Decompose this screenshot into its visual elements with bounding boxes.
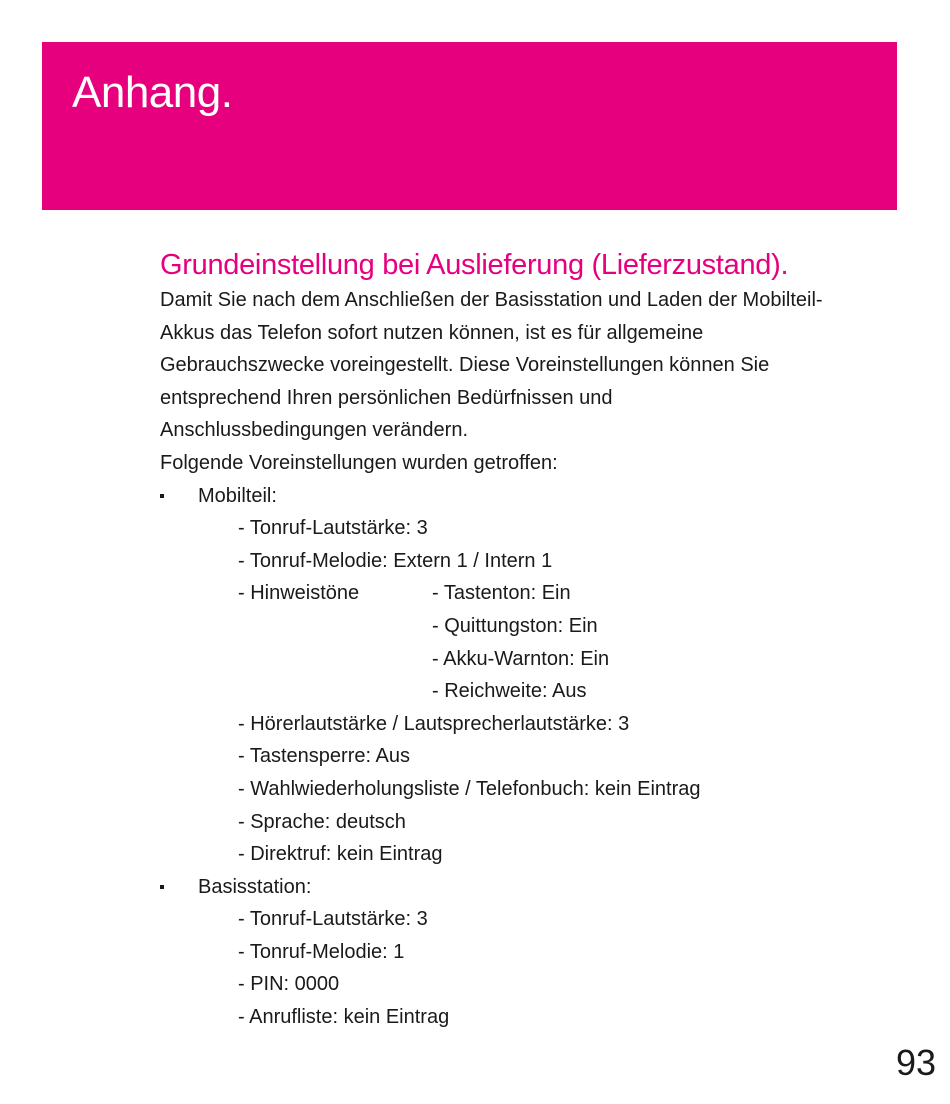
list-item: - Tonruf-Lautstärke: 3: [238, 908, 428, 931]
list-item: - Tonruf-Melodie: 1: [238, 940, 405, 963]
list-item: - Tonruf-Lautstärke: 3: [238, 517, 428, 540]
bullet-mobilteil: [160, 480, 900, 513]
list-item: - Direktruf: kein Eintrag: [238, 843, 443, 866]
list-item: - Hörerlautstärke / Lautsprecherlautstärke: 3: [238, 712, 630, 735]
list-item: - Tastensperre: Aus: [238, 745, 410, 768]
intro-paragraph: [160, 284, 900, 480]
list-item: - Anrufliste: kein Eintrag: [238, 1006, 450, 1029]
bullet-basisstation: [160, 871, 900, 904]
list-item: - PIN: 0000: [238, 973, 340, 996]
header-band: [42, 42, 897, 210]
hinweistoene-label: - Hinweistöne: [238, 582, 360, 605]
bullet-icon: [160, 885, 164, 889]
bullet-label: Mobilteil:: [198, 484, 277, 507]
bullet-label: Basisstation:: [198, 875, 312, 898]
bullet-icon: [160, 494, 164, 498]
hinweistoene-value: - Akku-Warnton: Ein: [432, 647, 610, 670]
content: [160, 246, 900, 1034]
list-item: - Sprache: deutsch: [238, 810, 406, 833]
list-item: - Wahlwiederholungsliste / Telefonbuch: kein Eintrag: [238, 777, 701, 800]
intro-line: Damit Sie nach dem Anschließen der Basisstation und Laden der Mobilteil-: [160, 289, 823, 311]
intro-line: entsprechend Ihren persönlichen Bedürfnissen und: [160, 386, 613, 409]
hinweistoene-value: - Quittungston: Ein: [432, 614, 598, 637]
list-item: - Tonruf-Melodie: Extern 1 / Intern 1: [238, 549, 553, 572]
page-title: Anhang.: [72, 68, 233, 117]
hinweistoene-value: - Tastenton: Ein: [432, 582, 571, 605]
intro-line: Gebrauchszwecke voreingestellt. Diese Voreinstellungen können Sie: [160, 354, 770, 377]
intro-line: Folgende Voreinstellungen wurden getroffen:: [160, 451, 558, 474]
hinweistoene-value: - Reichweite: Aus: [432, 680, 587, 703]
intro-line: Akkus das Telefon sofort nutzen können, ist es für allgemeine: [160, 321, 704, 344]
section-title: Grundeinstellung bei Auslieferung (Lieferzustand).: [160, 249, 789, 281]
list-item-hinweistoene: [160, 577, 900, 610]
page-number: 93: [895, 1042, 936, 1083]
intro-line: Anschlussbedingungen verändern.: [160, 419, 468, 442]
